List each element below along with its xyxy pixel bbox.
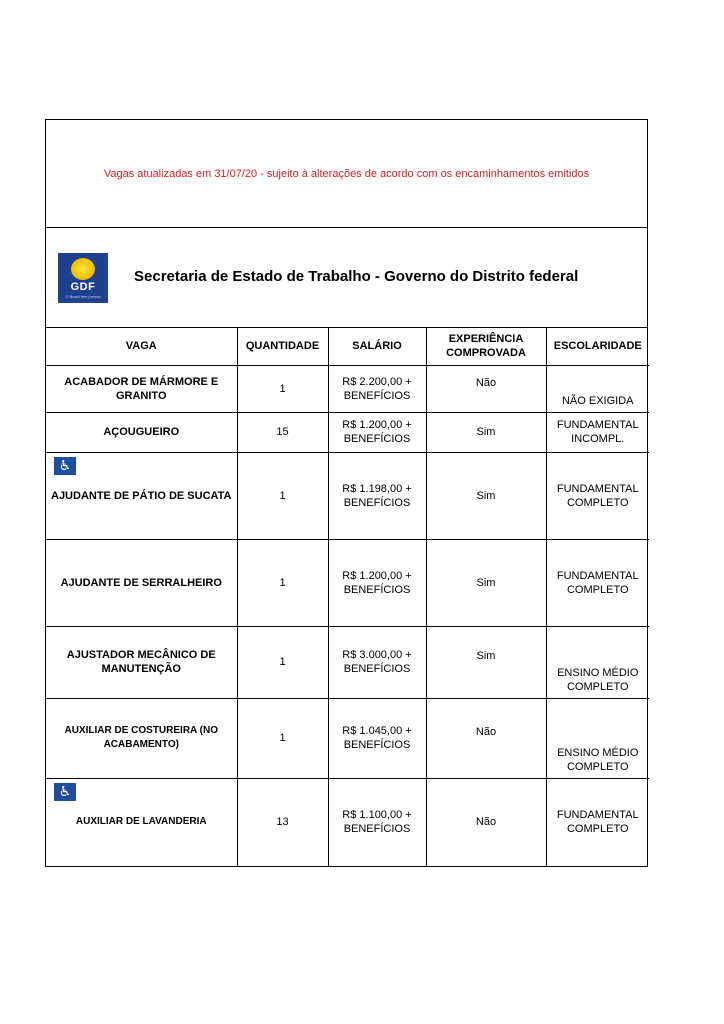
update-notice xyxy=(46,120,647,228)
quantidade-cell: 1 xyxy=(237,698,328,778)
salario-cell: R$ 1.200,00 + BENEFÍCIOS xyxy=(328,412,426,452)
salario-cell: R$ 1.045,00 + BENEFÍCIOS xyxy=(328,698,426,778)
table-row xyxy=(46,539,649,626)
gdf-logo xyxy=(58,253,108,303)
vaga-text: AUXILIAR DE LAVANDERIA xyxy=(75,816,207,828)
salario-cell: R$ 3.000,00 + BENEFÍCIOS xyxy=(328,626,426,698)
table-row xyxy=(46,412,649,452)
sun-icon xyxy=(71,258,95,280)
wheelchair-icon: ♿ xyxy=(54,783,76,801)
vaga-text: AJUDANTE DE PÁTIO DE SUCATA xyxy=(51,489,232,502)
quantidade-cell: 1 xyxy=(237,626,328,698)
table-header-row xyxy=(46,328,649,365)
experiencia-value: Não xyxy=(475,726,497,738)
salario-cell: R$ 1.198,00 + BENEFÍCIOS xyxy=(328,452,426,539)
header-salario: SALÁRIO xyxy=(328,328,426,365)
escolaridade-cell: FUNDAMENTAL COMPLETO xyxy=(546,539,649,626)
quantidade-cell: 15 xyxy=(237,412,328,452)
experiencia-cell: Sim xyxy=(426,539,546,626)
experiencia-cell: Não xyxy=(426,778,546,866)
experiencia-value: Não xyxy=(475,376,497,389)
header-escolaridade: ESCOLARIDADE xyxy=(546,328,649,365)
document-frame xyxy=(45,119,648,867)
escolaridade-cell: FUNDAMENTAL COMPLETO xyxy=(546,452,649,539)
gdf-logo-text: GDF xyxy=(70,281,96,293)
header-quantidade: QUANTIDADE xyxy=(237,328,328,365)
experiencia-cell: Sim xyxy=(426,412,546,452)
vaga-cell: AJUDANTE DE SERRALHEIRO xyxy=(46,539,237,626)
experiencia-value: Sim xyxy=(476,650,496,662)
gdf-logo-motto: O Brasil tem pressa xyxy=(65,294,101,299)
header-experiencia: EXPERIÊNCIA COMPROVADA xyxy=(426,328,546,365)
salario-cell: R$ 1.200,00 + BENEFÍCIOS xyxy=(328,539,426,626)
escolaridade-cell: FUNDAMENTAL COMPLETO xyxy=(546,778,649,866)
quantidade-cell: 1 xyxy=(237,452,328,539)
vaga-cell: AJUSTADOR MECÂNICO DE MANUTENÇÃO xyxy=(46,626,237,698)
table-row xyxy=(46,452,649,539)
salario-cell: R$ 2.200,00 + BENEFÍCIOS xyxy=(328,365,426,412)
update-notice-text: Vagas atualizadas em 31/07/20 - sujeito à alterações de acordo com os encaminhamentos emitidos xyxy=(103,167,590,180)
organization-header xyxy=(46,228,647,328)
experiencia-cell xyxy=(426,698,546,778)
quantidade-cell: 1 xyxy=(237,539,328,626)
vaga-cell xyxy=(46,452,237,539)
escolaridade-cell: ENSINO MÉDIO COMPLETO xyxy=(546,698,649,778)
table-row xyxy=(46,626,649,698)
table-row xyxy=(46,778,649,866)
vaga-cell: AUXILIAR DE COSTUREIRA (NO ACABAMENTO) xyxy=(46,698,237,778)
escolaridade-cell: FUNDAMENTAL INCOMPL. xyxy=(546,412,649,452)
vaga-cell xyxy=(46,778,237,866)
quantidade-cell: 13 xyxy=(237,778,328,866)
experiencia-cell xyxy=(426,626,546,698)
escolaridade-cell: ENSINO MÉDIO COMPLETO xyxy=(546,626,649,698)
vaga-cell: AÇOUGUEIRO xyxy=(46,412,237,452)
wheelchair-icon: ♿ xyxy=(54,457,76,475)
table-row xyxy=(46,698,649,778)
header-vaga: VAGA xyxy=(46,328,237,365)
quantidade-cell: 1 xyxy=(237,365,328,412)
jobs-table xyxy=(46,328,649,866)
experiencia-cell xyxy=(426,365,546,412)
experiencia-cell: Sim xyxy=(426,452,546,539)
escolaridade-cell: NÃO EXIGIDA xyxy=(546,365,649,412)
salario-cell: R$ 1.100,00 + BENEFÍCIOS xyxy=(328,778,426,866)
vaga-cell: ACABADOR DE MÁRMORE E GRANITO xyxy=(46,365,237,412)
table-row xyxy=(46,365,649,412)
organization-title: Secretaria de Estado de Trabalho - Governo do Distrito federal xyxy=(134,268,579,285)
